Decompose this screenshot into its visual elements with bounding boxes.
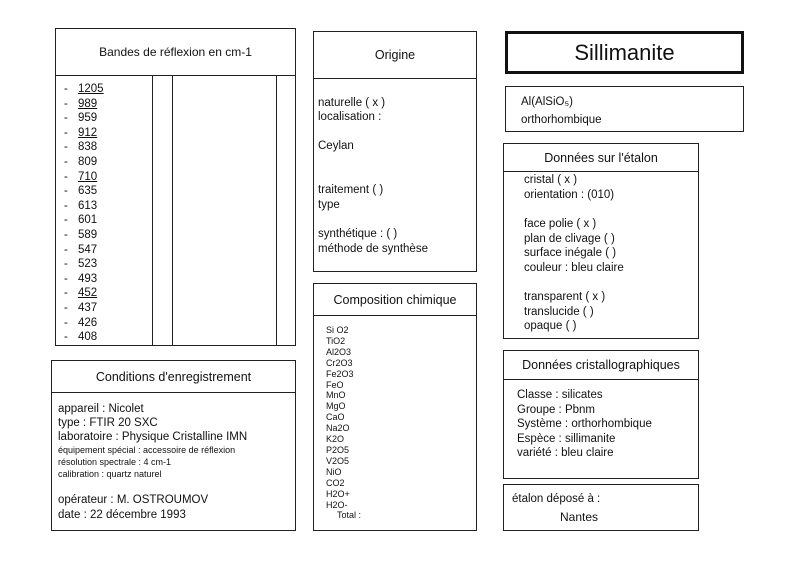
composition-item: Si O2 bbox=[326, 325, 349, 335]
composition-item: P2O5 bbox=[326, 444, 350, 455]
composition-item: Al2O3 bbox=[326, 346, 352, 357]
band-value: 989 bbox=[78, 97, 98, 110]
composition-item: Cr2O3 bbox=[326, 357, 353, 368]
conditions-title: Conditions d'enregistrement bbox=[52, 361, 295, 393]
conditions-laboratoire: laboratoire : Physique Cristalline IMN bbox=[58, 431, 248, 443]
band-row bbox=[64, 286, 104, 301]
etalon-line: transparent ( x ) bbox=[524, 291, 606, 303]
origine-naturelle: naturelle ( x ) bbox=[318, 97, 386, 109]
etalon-line: face polie ( x ) bbox=[524, 218, 597, 230]
origine-title: Origine bbox=[314, 32, 476, 79]
composition-item: K2O bbox=[326, 434, 345, 445]
mineral-name: Sillimanite bbox=[574, 39, 675, 65]
band-row bbox=[64, 170, 104, 185]
band-row bbox=[64, 228, 104, 243]
band-value: 493 bbox=[78, 272, 98, 285]
composition-item: V2O5 bbox=[326, 455, 350, 466]
band-row bbox=[64, 272, 104, 287]
origine-lieu: Ceylan bbox=[318, 140, 354, 152]
band-row bbox=[64, 257, 104, 272]
bands-list bbox=[64, 82, 104, 345]
etalon-line: orientation : (010) bbox=[524, 188, 615, 201]
composition-title: Composition chimique bbox=[314, 284, 476, 316]
composition-item: H2O- bbox=[326, 499, 348, 510]
cristallo-title: Données cristallographiques bbox=[504, 351, 698, 380]
composition-item: Fe2O3 bbox=[326, 368, 354, 379]
band-value: 408 bbox=[78, 331, 98, 344]
band-row bbox=[64, 82, 104, 97]
conditions-appareil: appareil : Nicolet bbox=[58, 403, 144, 415]
conditions-calibration: calibration : quartz naturel bbox=[58, 469, 162, 479]
mineral-formula: Al(AlSiO₅) bbox=[521, 96, 573, 108]
bands-title: Bandes de réflexion en cm-1 bbox=[56, 29, 295, 76]
composition-item: MgO bbox=[326, 401, 346, 412]
band-value: 547 bbox=[78, 243, 98, 256]
band-row bbox=[64, 316, 104, 331]
origine-localisation: localisation : bbox=[318, 111, 382, 123]
band-dash: - bbox=[64, 301, 68, 314]
cristallo-line: variété : bleu claire bbox=[517, 447, 614, 460]
origine-panel bbox=[313, 31, 477, 272]
column-divider bbox=[172, 76, 173, 345]
cristallo-panel bbox=[503, 350, 699, 479]
band-value: 959 bbox=[78, 112, 98, 125]
origine-type: type bbox=[318, 199, 340, 211]
etalon-title: Données sur l'étalon bbox=[504, 144, 698, 172]
band-value: 912 bbox=[78, 126, 98, 139]
band-value: 437 bbox=[78, 301, 98, 314]
cristallo-list bbox=[517, 388, 652, 461]
band-dash: - bbox=[64, 112, 68, 125]
band-row bbox=[64, 126, 104, 141]
band-value: 589 bbox=[78, 228, 98, 241]
band-dash: - bbox=[64, 287, 68, 300]
band-value: 523 bbox=[78, 258, 98, 271]
band-dash: - bbox=[64, 258, 68, 271]
etalon-line: plan de clivage ( ) bbox=[524, 232, 615, 245]
origine-traitement: traitement ( ) bbox=[318, 184, 384, 196]
band-value: 601 bbox=[78, 214, 98, 227]
band-dash: - bbox=[64, 228, 68, 241]
band-row bbox=[64, 111, 104, 126]
bands-panel bbox=[55, 28, 296, 346]
mineral-system: orthorhombique bbox=[521, 114, 602, 126]
band-dash: - bbox=[64, 214, 68, 227]
band-row bbox=[64, 330, 104, 345]
conditions-date: date : 22 décembre 1993 bbox=[58, 509, 186, 521]
band-value: 809 bbox=[78, 155, 98, 168]
band-value: 838 bbox=[78, 141, 98, 154]
column-divider bbox=[276, 76, 277, 345]
composition-item: FeO bbox=[326, 379, 344, 390]
formula-box bbox=[505, 86, 744, 132]
band-dash: - bbox=[64, 97, 68, 110]
band-value: 635 bbox=[78, 185, 98, 198]
band-dash: - bbox=[64, 272, 68, 285]
etalon-line: couleur : bleu claire bbox=[524, 261, 624, 274]
band-value: 426 bbox=[78, 316, 98, 329]
band-row bbox=[64, 213, 104, 228]
band-value: 710 bbox=[78, 170, 98, 183]
band-dash: - bbox=[64, 126, 68, 139]
conditions-operateur: opérateur : M. OSTROUMOV bbox=[58, 494, 209, 506]
band-dash: - bbox=[64, 185, 68, 198]
depot-panel bbox=[503, 484, 699, 531]
band-dash: - bbox=[64, 83, 68, 95]
band-row bbox=[64, 243, 104, 258]
band-row bbox=[64, 301, 104, 316]
composition-total: Total : bbox=[337, 510, 362, 521]
etalon-panel bbox=[503, 143, 699, 339]
etalon-group-3 bbox=[524, 290, 605, 334]
etalon-line: cristal ( x ) bbox=[524, 174, 578, 186]
composition-item: CaO bbox=[326, 412, 345, 423]
depot-lieu: Nantes bbox=[560, 510, 599, 524]
etalon-line: translucide ( ) bbox=[524, 305, 594, 318]
band-dash: - bbox=[64, 141, 68, 154]
conditions-resolution: résolution spectrale : 4 cm-1 bbox=[58, 457, 172, 467]
conditions-type: type : FTIR 20 SXC bbox=[58, 417, 158, 429]
etalon-line: surface inégale ( ) bbox=[524, 247, 617, 260]
band-value: 452 bbox=[78, 287, 98, 300]
origine-synthetique: synthétique : ( ) bbox=[318, 228, 398, 240]
origine-methode: méthode de synthèse bbox=[318, 243, 428, 255]
conditions-panel bbox=[51, 360, 296, 531]
band-row bbox=[64, 184, 104, 199]
cristallo-line: Classe : silicates bbox=[517, 389, 603, 401]
band-dash: - bbox=[64, 199, 68, 212]
composition-item: NiO bbox=[326, 466, 342, 477]
band-dash: - bbox=[64, 170, 68, 183]
composition-item: TiO2 bbox=[326, 335, 346, 346]
band-dash: - bbox=[64, 155, 68, 168]
band-dash: - bbox=[64, 316, 68, 329]
composition-item: MnO bbox=[326, 390, 346, 401]
composition-item: CO2 bbox=[326, 477, 345, 488]
conditions-equipement: équipement spécial : accessoire de réflexion bbox=[58, 445, 236, 455]
band-dash: - bbox=[64, 243, 68, 256]
etalon-line: opaque ( ) bbox=[524, 320, 577, 333]
band-value: 1205 bbox=[78, 83, 104, 95]
band-row bbox=[64, 97, 104, 112]
etalon-group-1 bbox=[524, 173, 614, 202]
etalon-group-2 bbox=[524, 217, 624, 275]
band-dash: - bbox=[64, 331, 68, 344]
mineral-name-box bbox=[505, 31, 744, 74]
band-value: 613 bbox=[78, 199, 98, 212]
cristallo-line: Groupe : Pbnm bbox=[517, 403, 595, 416]
composition-item: H2O+ bbox=[326, 488, 350, 499]
cristallo-line: Espèce : sillimanite bbox=[517, 432, 616, 445]
band-row bbox=[64, 155, 104, 170]
band-row bbox=[64, 199, 104, 214]
composition-list bbox=[326, 325, 361, 521]
composition-panel bbox=[313, 283, 477, 531]
band-row bbox=[64, 140, 104, 155]
column-divider bbox=[152, 76, 153, 345]
depot-label: étalon déposé à : bbox=[512, 493, 601, 505]
cristallo-line: Système : orthorhombique bbox=[517, 418, 652, 431]
composition-item: Na2O bbox=[326, 423, 350, 434]
